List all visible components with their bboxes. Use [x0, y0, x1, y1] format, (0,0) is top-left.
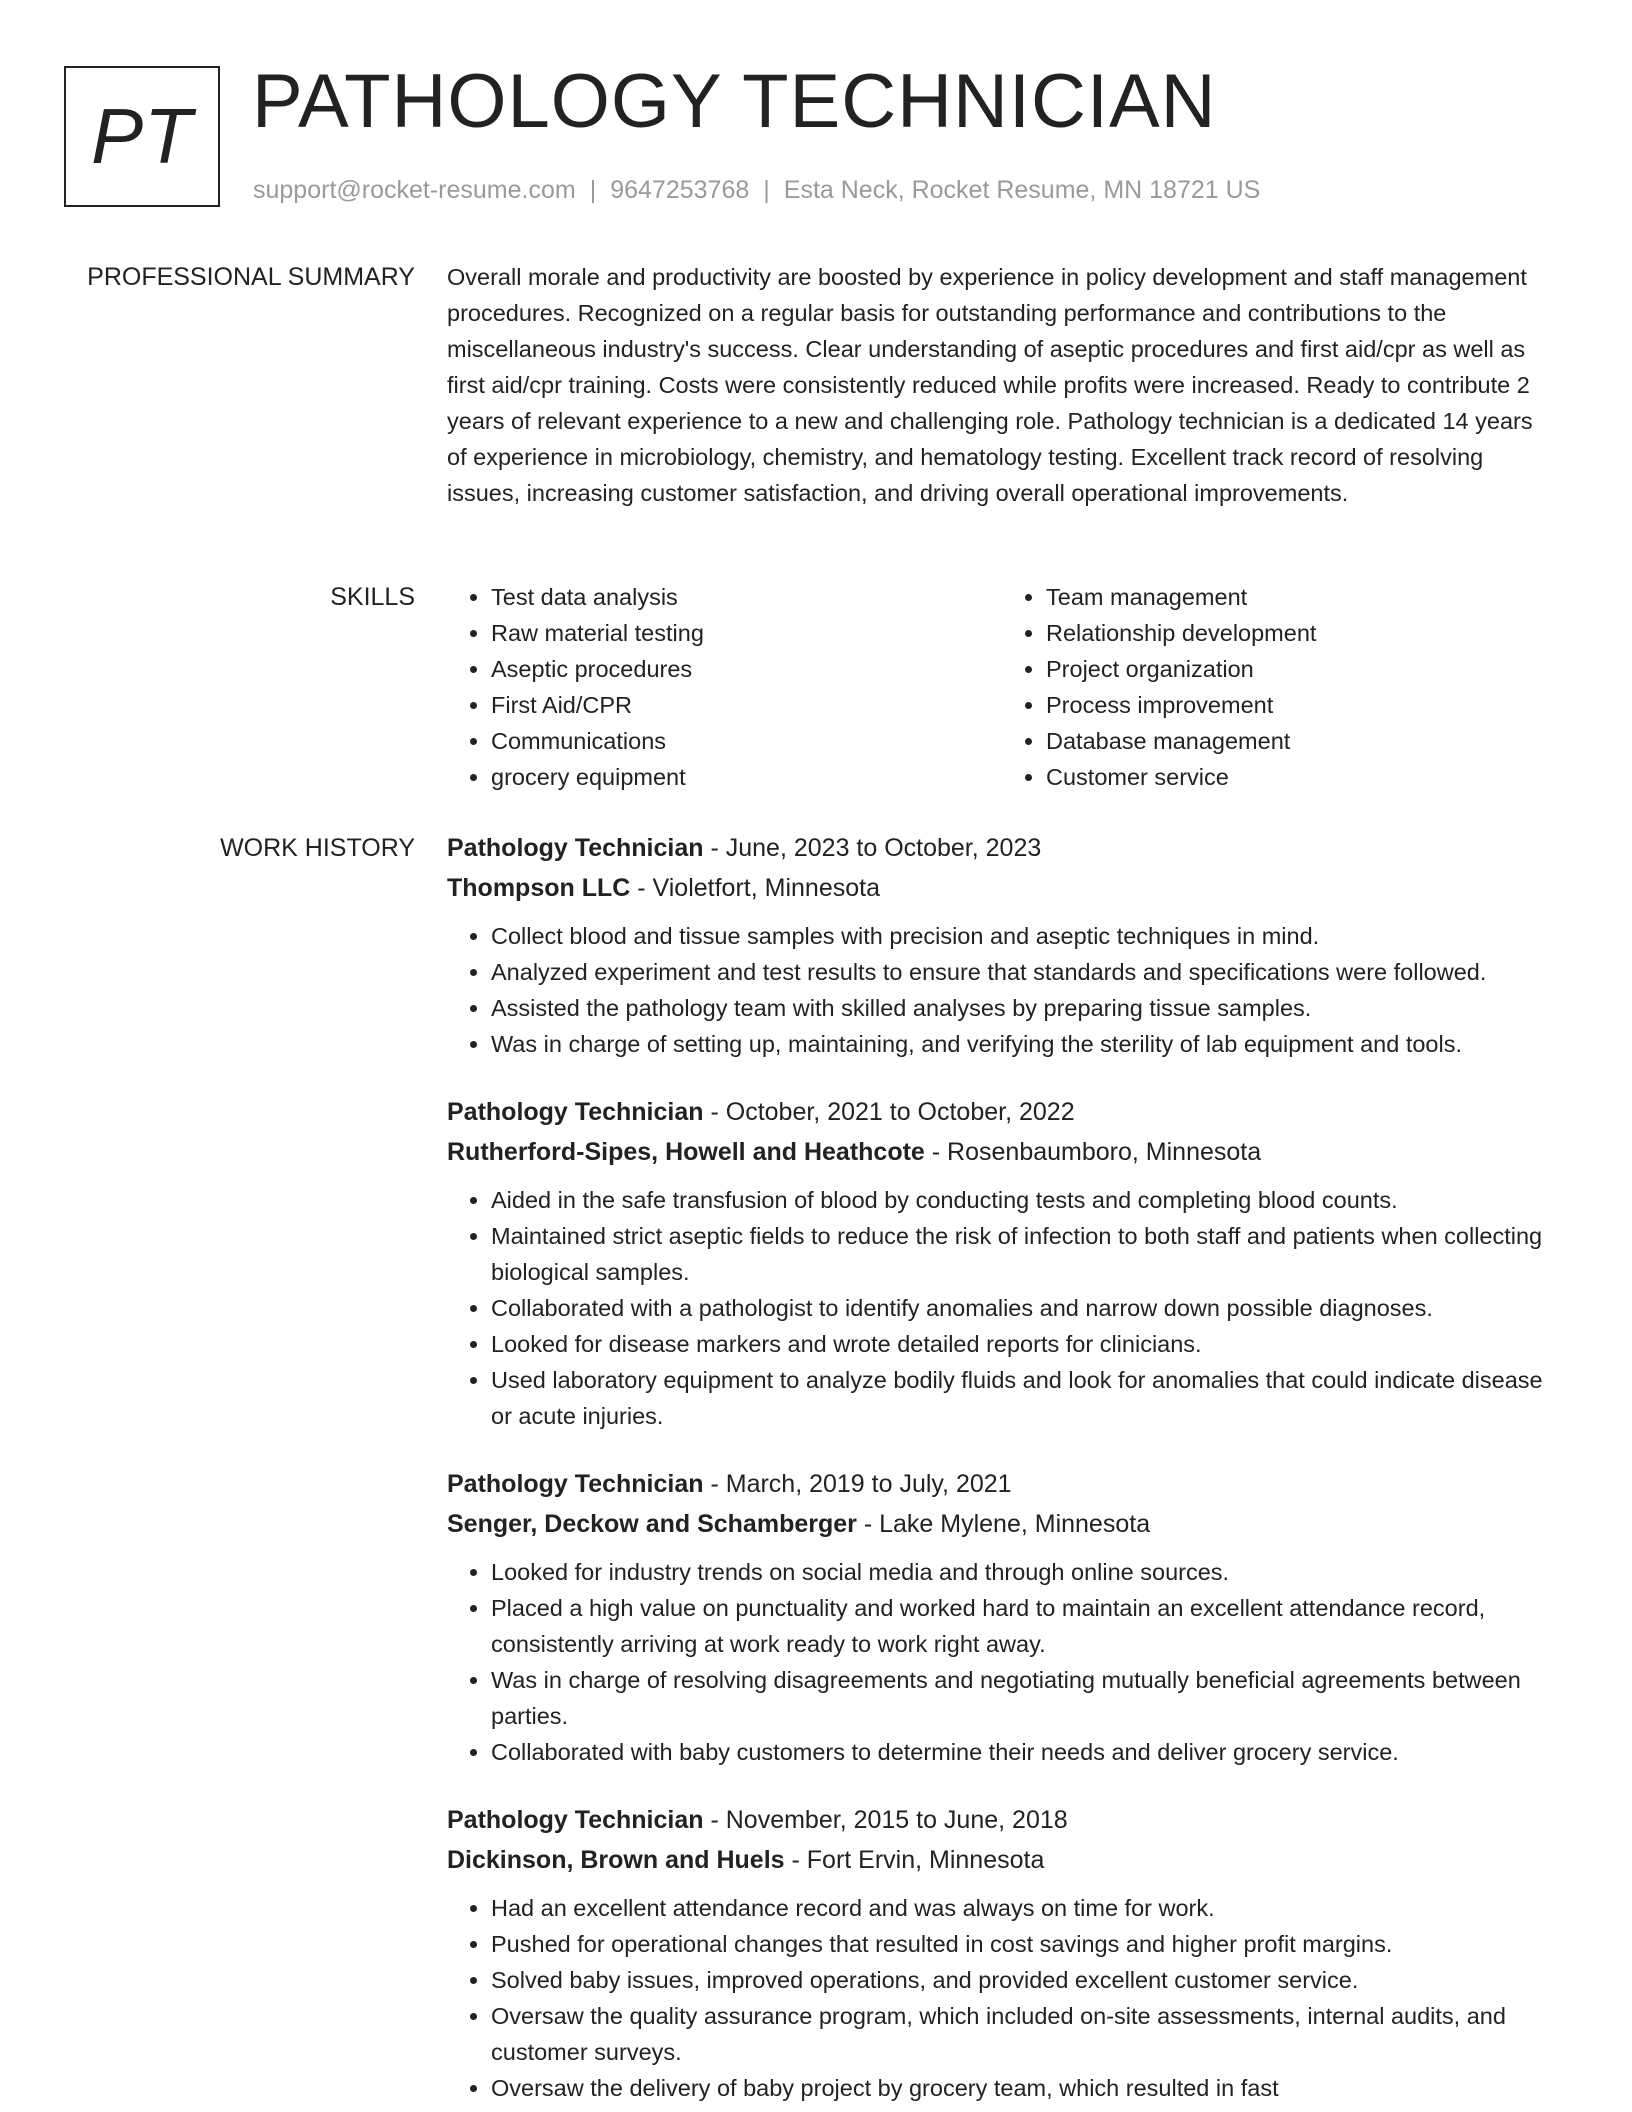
job-bullet: • Maintained strict aseptic fields to reduce the risk of infection to both staff and patients when collecting biological samples.	[491, 1218, 1557, 1290]
skills-columns	[447, 579, 1557, 795]
job-entry	[447, 1464, 1557, 1770]
skill-item: • Project organization	[1046, 651, 1557, 687]
job-company-line	[447, 868, 1557, 908]
skill-item: • Process improvement	[1046, 687, 1557, 723]
job-bullet-list	[447, 1554, 1557, 1770]
job-title-line	[447, 1800, 1557, 1840]
contact-phone[interactable]: 9647253768	[610, 176, 750, 204]
contact-address: Esta Neck, Rocket Resume, MN 18721 US	[783, 176, 1261, 204]
skills-heading: SKILLS	[330, 583, 415, 611]
job-dates: - March, 2019 to July, 2021	[703, 1470, 1012, 1498]
resume-title: PATHOLOGY TECHNICIAN	[252, 59, 1217, 144]
job-title-line	[447, 1464, 1557, 1504]
job-bullet: • Placed a high value on punctuality and worked hard to maintain an excellent attendance record, consistently arriving at work ready to work right away.	[491, 1590, 1557, 1662]
job-company-line	[447, 1840, 1557, 1880]
job-bullet: • Pushed for operational changes that resulted in cost savings and higher profit margins.	[491, 1926, 1557, 1962]
job-title: Pathology Technician	[447, 834, 704, 862]
job-bullet: • Looked for disease markers and wrote detailed reports for clinicians.	[491, 1326, 1557, 1362]
job-bullet: • Collaborated with baby customers to determine their needs and deliver grocery service.	[491, 1734, 1557, 1770]
monogram-initials: PT	[91, 92, 193, 180]
job-bullet: • Used laboratory equipment to analyze bodily fluids and look for anomalies that could indicate disease or acute injuries.	[491, 1362, 1557, 1434]
job-company: Dickinson, Brown and Huels	[447, 1846, 785, 1874]
job-company: Thompson LLC	[447, 874, 631, 902]
monogram-box	[64, 66, 220, 207]
skill-item: • Relationship development	[1046, 615, 1557, 651]
skill-item: • Customer service	[1046, 759, 1557, 795]
contact-separator: |	[763, 176, 770, 204]
job-bullet-list	[447, 1890, 1557, 2106]
summary-body	[447, 259, 1557, 511]
work-history-body	[447, 828, 1557, 2112]
job-company-line	[447, 1132, 1557, 1172]
job-title-line	[447, 1092, 1557, 1132]
summary-heading: PROFESSIONAL SUMMARY	[87, 263, 415, 291]
summary-text: Overall morale and productivity are boosted by experience in policy development and staff management procedures. Recognized on a regular basis for outstanding performance and contributions to the miscellaneous industry's success. Clear understanding of aseptic procedures and first aid/cpr as well as first aid/cpr training. Costs were consistently reduced while profits were increased. Ready to contribute 2 years of relevant experience to a new and challenging role. Pathology technician is a dedicated 14 years of experience in microbiology, chemistry, and hematology testing. Excellent track record of resolving issues, increasing customer satisfaction, and driving overall operational improvements.	[447, 264, 1533, 506]
job-location: - Lake Mylene, Minnesota	[856, 1510, 1151, 1538]
job-title: Pathology Technician	[447, 1098, 704, 1126]
job-bullet: • Oversaw the quality assurance program, which included on-site assessments, internal audits, and customer surveys.	[491, 1998, 1557, 2070]
contact-line	[253, 174, 1260, 206]
job-location: - Fort Ervin, Minnesota	[784, 1846, 1045, 1874]
job-entry	[447, 1800, 1557, 2106]
job-dates: - November, 2015 to June, 2018	[703, 1806, 1068, 1834]
contact-email[interactable]: support@rocket-resume.com	[253, 176, 576, 204]
contact-separator: |	[589, 176, 597, 204]
job-bullet: • Analyzed experiment and test results to ensure that standards and specifications were followed.	[491, 954, 1557, 990]
job-bullet: • Collect blood and tissue samples with precision and aseptic techniques in mind.	[491, 918, 1557, 954]
job-bullet: • Solved baby issues, improved operations, and provided excellent customer service.	[491, 1962, 1557, 1998]
job-title: Pathology Technician	[447, 1470, 704, 1498]
job-title-line	[447, 828, 1557, 868]
skill-item: • Team management	[1046, 579, 1557, 615]
skills-list-left	[447, 579, 1002, 795]
skill-item: • Database management	[1046, 723, 1557, 759]
skill-item: • Aseptic procedures	[491, 651, 1002, 687]
job-bullet-list	[447, 918, 1557, 1062]
work-history-heading: WORK HISTORY	[220, 834, 415, 862]
job-company-line	[447, 1504, 1557, 1544]
skill-item: • Raw material testing	[491, 615, 1002, 651]
job-entry	[447, 828, 1557, 1062]
skill-item: • Test data analysis	[491, 579, 1002, 615]
job-company: Rutherford-Sipes, Howell and Heathcote	[447, 1138, 925, 1166]
job-bullet: • Looked for industry trends on social media and through online sources.	[491, 1554, 1557, 1590]
job-bullet: • Was in charge of resolving disagreements and negotiating mutually beneficial agreements between parties.	[491, 1662, 1557, 1734]
job-bullet: • Collaborated with a pathologist to identify anomalies and narrow down possible diagnoses.	[491, 1290, 1557, 1326]
job-bullet: • Aided in the safe transfusion of blood by conducting tests and completing blood counts.	[491, 1182, 1557, 1218]
job-dates: - June, 2023 to October, 2023	[703, 834, 1042, 862]
job-location: - Violetfort, Minnesota	[630, 874, 880, 902]
job-dates: - October, 2021 to October, 2022	[703, 1098, 1075, 1126]
job-title: Pathology Technician	[447, 1806, 704, 1834]
skill-item: • Communications	[491, 723, 1002, 759]
job-company: Senger, Deckow and Schamberger	[447, 1510, 857, 1538]
skill-item: • First Aid/CPR	[491, 687, 1002, 723]
job-bullet-list	[447, 1182, 1557, 1434]
job-location: - Rosenbaumboro, Minnesota	[924, 1138, 1262, 1166]
skills-body	[447, 579, 1557, 795]
job-bullet: • Had an excellent attendance record and was always on time for work.	[491, 1890, 1557, 1926]
job-bullet: • Assisted the pathology team with skilled analyses by preparing tissue samples.	[491, 990, 1557, 1026]
skill-item: • grocery equipment	[491, 759, 1002, 795]
job-bullet: • Oversaw the delivery of baby project by grocery team, which resulted in fast	[491, 2070, 1557, 2106]
job-entry	[447, 1092, 1557, 1434]
job-bullet: • Was in charge of setting up, maintaining, and verifying the sterility of lab equipment and tools.	[491, 1026, 1557, 1062]
skills-list-right	[1002, 579, 1557, 795]
